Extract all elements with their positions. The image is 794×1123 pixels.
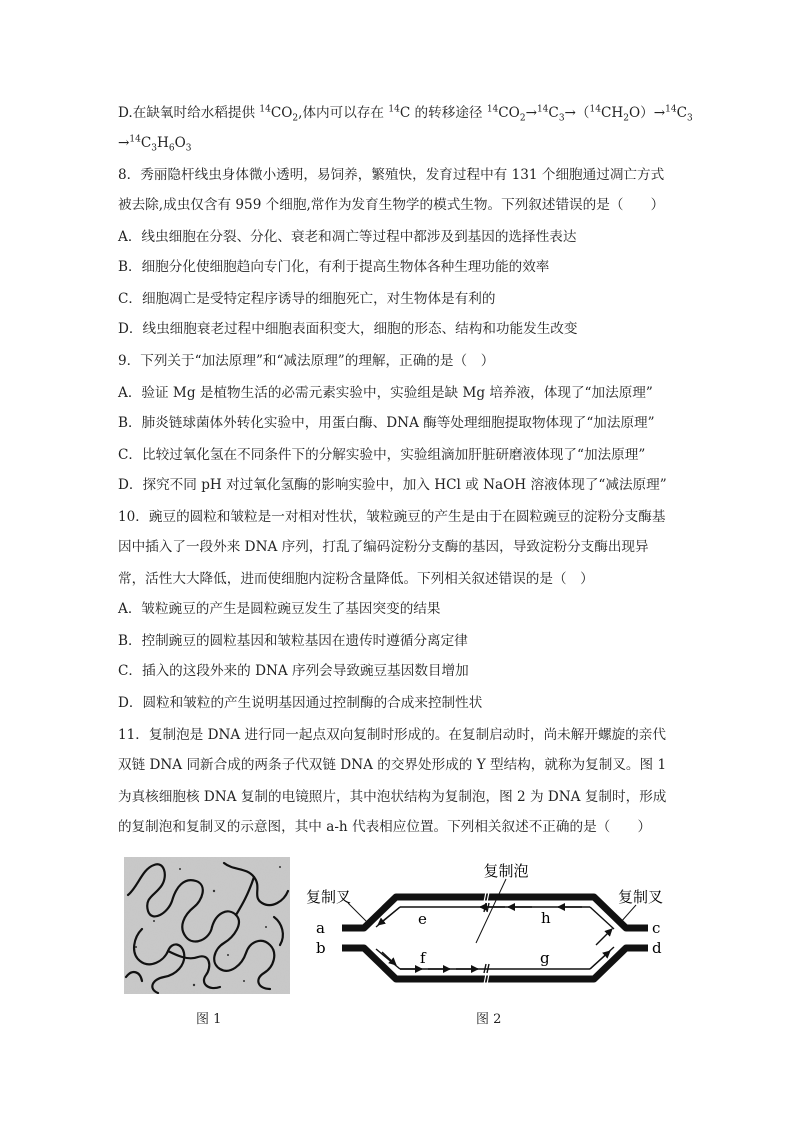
figure-1-caption: 图 1 bbox=[196, 1012, 222, 1027]
text-line bbox=[118, 134, 191, 152]
text-run: O bbox=[174, 135, 186, 151]
bubble-label: 复制泡 bbox=[483, 862, 529, 880]
superscript: 14 bbox=[536, 104, 549, 115]
text-line bbox=[118, 476, 667, 494]
text-run: D.在缺氧时给水稻提供 bbox=[118, 105, 260, 121]
figure-1-em-photo bbox=[124, 857, 290, 994]
new-strands bbox=[376, 903, 614, 973]
subscript: 2 bbox=[519, 113, 526, 124]
text-run: 10．豌豆的圆粒和皱粒是一对相对性状，皱粒豌豆的产生是由于在圆粒豌豆的淀粉分支酶基 bbox=[118, 509, 666, 525]
text-run: C bbox=[140, 135, 152, 151]
text-run: D．线虫细胞衰老过程中细胞表面积变大，细胞的形态、结构和功能发生改变 bbox=[118, 321, 578, 337]
text-line bbox=[118, 104, 693, 122]
subscript: 3 bbox=[151, 143, 157, 154]
text-run: C bbox=[676, 105, 687, 121]
text-run: 常，活性大大降低，进而使细胞内淀粉含量降低。下列相关叙述错误的是（ ） bbox=[118, 571, 594, 587]
text-run: CH bbox=[600, 105, 624, 121]
figure-2-caption: 图 2 bbox=[476, 1012, 502, 1027]
text-line bbox=[118, 662, 469, 680]
label-d: d bbox=[652, 939, 662, 957]
superscript: 14 bbox=[665, 104, 677, 115]
text-run: 的复制泡和复制叉的示意图，其中 a-h 代表相应位置。下列相关叙述不正确的是（ ） bbox=[118, 819, 652, 835]
text-run: B．肺炎链球菌体外转化实验中，用蛋白酶、DNA 酶等处理细胞提取物体现了“加法原理” bbox=[118, 415, 655, 431]
text-line bbox=[118, 258, 549, 276]
text-run: D．圆粒和皱粒的产生说明基因通过控制酶的合成来控制性状 bbox=[118, 695, 483, 711]
text-run: → bbox=[118, 135, 130, 151]
text-run: A．验证 Mg 是植物生活的必需元素实验中，实验组是缺 Mg 培养液，体现了“加法原理” bbox=[118, 385, 653, 401]
text-line bbox=[118, 414, 655, 432]
text-line bbox=[118, 228, 576, 246]
text-run: → bbox=[525, 105, 537, 121]
text-line bbox=[118, 570, 594, 588]
text-run: 被去除,成虫仅含有 959 个细胞,常作为发育生物学的模式生物。下列叙述错误的是（ ） bbox=[118, 197, 665, 213]
fork-right-label: 复制叉 bbox=[618, 888, 664, 906]
subscript: 3 bbox=[558, 113, 565, 124]
text-line bbox=[118, 632, 468, 650]
superscript: 14 bbox=[259, 104, 271, 115]
figure-2-replication-diagram bbox=[300, 857, 672, 997]
text-run: 11．复制泡是 DNA 进行同一起点双向复制时形成的。在复制启动时，尚未解开螺旋的亲代 bbox=[118, 727, 666, 743]
text-run: CO bbox=[498, 105, 520, 121]
text-line bbox=[118, 600, 440, 618]
subscript: 3 bbox=[185, 143, 192, 154]
text-run: 8．秀丽隐杆线虫身体微小透明，易饲养，繁殖快，发育过程中有 131 个细胞通过凋亡方式 bbox=[118, 167, 665, 183]
label-g: g bbox=[540, 949, 550, 967]
text-line bbox=[118, 352, 494, 370]
text-run: CO bbox=[270, 105, 293, 121]
text-line bbox=[118, 446, 645, 464]
text-line bbox=[118, 508, 665, 526]
text-run: 因中插入了一段外来 DNA 序列，打乱了编码淀粉分支酶的基因，导致淀粉分支酶出现异 bbox=[118, 539, 649, 555]
text-line bbox=[118, 726, 666, 744]
text-run: →（ bbox=[564, 105, 590, 121]
text-run: 为真核细胞核 DNA 复制的电镜照片，其中泡状结构为复制泡，图 2 为 DNA 复制时，形成 bbox=[118, 789, 667, 805]
text-line bbox=[118, 538, 649, 556]
text-run: C 的转移途径 bbox=[399, 105, 487, 121]
text-run: O）→ bbox=[628, 105, 666, 121]
superscript: 14 bbox=[486, 104, 499, 115]
text-line bbox=[118, 788, 666, 806]
text-run: 9．下列关于“加法原理”和“减法原理”的理解，正确的是（ ） bbox=[118, 353, 495, 369]
label-a: a bbox=[316, 919, 325, 937]
text-run: B．细胞分化使细胞趋向专门化，有利于提高生物体各种生理功能的效率 bbox=[118, 259, 550, 275]
subscript: 2 bbox=[623, 113, 629, 124]
synthesis-arrows bbox=[378, 907, 612, 969]
text-line bbox=[118, 818, 651, 836]
label-h: h bbox=[541, 909, 551, 927]
text-run: C．插入的这段外来的 DNA 序列会导致豌豆基因数目增加 bbox=[118, 663, 469, 679]
label-f: f bbox=[420, 949, 426, 967]
text-run: A．线虫细胞在分裂、分化、衰老和凋亡等过程中都涉及到基因的选择性表达 bbox=[118, 229, 577, 245]
text-run: ,体内可以存在 bbox=[298, 105, 389, 121]
superscript: 14 bbox=[589, 104, 601, 115]
text-run: A．皱粒豌豆的产生是圆粒豌豆发生了基因突变的结果 bbox=[118, 601, 441, 617]
text-run: C．细胞凋亡是受特定程序诱导的细胞死亡，对生物体是有利的 bbox=[118, 291, 496, 307]
text-run: 双链 DNA 同新合成的两条子代双链 DNA 的交界处形成的 Y 型结构，就称为复制叉。图 1 bbox=[118, 757, 667, 773]
leader-lines bbox=[348, 879, 636, 943]
replication-diagram bbox=[300, 857, 672, 997]
fork-left-label: 复制叉 bbox=[306, 888, 352, 906]
text-line bbox=[118, 196, 664, 214]
text-line bbox=[118, 166, 664, 184]
subscript: 3 bbox=[686, 113, 693, 124]
text-line bbox=[118, 756, 666, 774]
subscript: 6 bbox=[168, 143, 175, 154]
text-line bbox=[118, 694, 482, 712]
label-c: c bbox=[652, 919, 661, 937]
label-e: e bbox=[418, 910, 427, 928]
text-run: D．探究不同 pH 对过氧化氢酶的影响实验中，加入 HCl 或 NaOH 溶液体现了“减法原理” bbox=[118, 477, 667, 493]
text-line bbox=[118, 384, 653, 402]
text-line bbox=[118, 320, 578, 338]
superscript: 14 bbox=[388, 104, 400, 115]
text-run: B．控制豌豆的圆粒基因和皱粒基因在遗传时遵循分离定律 bbox=[118, 633, 468, 649]
text-run: H bbox=[156, 135, 169, 151]
text-run: C．比较过氧化氢在不同条件下的分解实验中，实验组滴加肝脏研磨液体现了“加法原理” bbox=[118, 447, 646, 463]
text-run: C bbox=[548, 105, 559, 121]
superscript: 14 bbox=[129, 134, 141, 145]
label-b: b bbox=[316, 939, 326, 957]
em-photo bbox=[124, 857, 290, 994]
subscript: 2 bbox=[292, 113, 299, 124]
text-line bbox=[118, 290, 495, 308]
